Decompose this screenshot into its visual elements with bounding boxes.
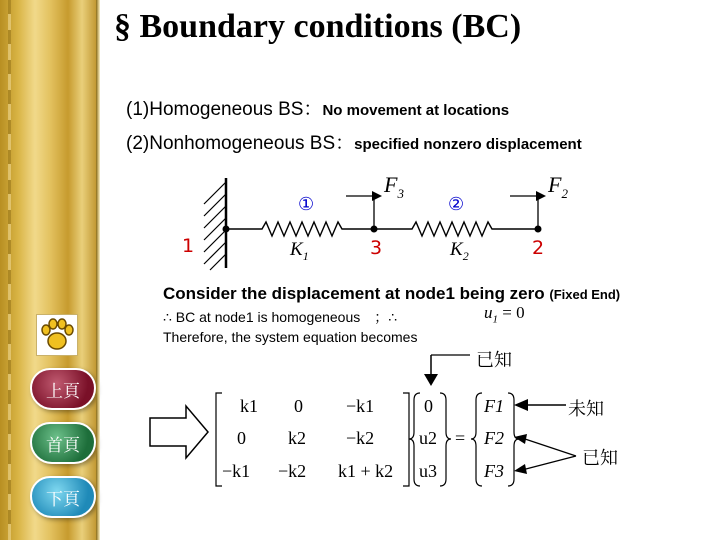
known-top-arrowhead [424,374,438,386]
force-3-subscript: 3 [397,186,404,201]
node-2-label: 2 [532,237,545,259]
matrix-right-bracket [403,393,409,486]
equals-sign: = [455,428,466,448]
matrix-cell: 0 [294,396,303,416]
known-right-arrowhead-1 [514,434,527,444]
force-3-arrowhead [372,191,382,201]
matrix-cell: −k1 [346,396,375,416]
fixed-end-note: (Fixed End) [549,287,621,302]
bc-homogeneous-text: ∴ BC at node1 is homogeneous ；∴ [163,309,398,325]
wall-hatching [204,182,226,270]
page-title: § Boundary conditions (BC) [114,8,522,45]
known-right-leader-2 [522,456,576,470]
u1-symbol: u [484,303,493,322]
u1-subscript: 1 [492,313,498,326]
home-page-button[interactable]: 首頁 [30,422,96,464]
element-1-label: ① [298,194,315,215]
unknown-arrowhead [514,399,528,411]
node-1-point [223,226,230,233]
spring-2-subscript: 2 [462,249,469,263]
u1-equals-zero [484,303,525,325]
element-2-label: ② [448,194,465,215]
force-2-arrowhead [536,191,546,201]
unknown-label: 未知 [568,399,604,420]
f-vector-entry: F1 [484,396,504,416]
spring-2 [374,222,538,236]
force-2-subscript: 2 [561,186,568,201]
force-3-symbol: F [384,172,398,197]
matrix-cell: k1 + k2 [338,461,394,481]
u1-rhs: = 0 [498,303,525,322]
matrix-cell: k1 [240,396,258,416]
node-1-label: 1 [182,235,195,257]
node-3-label: 3 [370,237,383,259]
spring-2-label [449,239,469,263]
f-vector-entry: F3 [484,461,504,481]
matrix-cell: k2 [288,428,306,448]
therefore-text: Therefore, the system equation becomes [163,329,418,345]
homogeneous-bc-note: No movement at locations [322,102,510,119]
nonhomogeneous-bc-label: (2)Nonhomogeneous BS： [126,133,355,154]
known-right-arrowhead-2 [514,464,527,474]
next-page-button[interactable]: 下頁 [30,476,96,518]
u-vector-entry: u3 [419,461,437,481]
force-vector [483,396,504,481]
matrix-cell: −k2 [346,428,375,448]
u-vector-entry: u2 [419,428,437,448]
matrix-cell: −k1 [222,461,251,481]
spring-1-label [289,239,309,263]
consider-sentence: Consider the displacement at node1 being zero [163,284,550,303]
spring-1 [226,222,374,236]
stiffness-matrix [222,396,393,481]
f-vector-entry: F2 [484,428,504,448]
force-3-label [383,172,404,201]
matrix-cell: 0 [237,428,246,448]
spring-1-subscript: 1 [302,249,309,263]
nonhomogeneous-bc-note: specified nonzero displacement [354,136,582,153]
consider-text [163,284,620,304]
prev-page-button[interactable]: 上頁 [30,368,96,410]
equation-pointer-arrow [150,406,208,458]
force-2-label [547,172,568,201]
f-vector-left-brace [471,393,482,486]
f-vector-right-brace [508,393,519,486]
known-right-label: 已知 [582,448,618,469]
u-vector-right-brace [440,393,451,486]
spring-2-symbol: K [450,239,463,260]
force-2-symbol: F [548,172,562,197]
homogeneous-bc-label: (1)Homogeneous BS： [126,99,323,120]
known-top-label: 已知 [476,350,512,371]
known-right-leader-1 [522,438,576,456]
spring-1-symbol: K [290,239,303,260]
displacement-vector [419,396,437,481]
u-vector-entry: 0 [424,396,433,416]
matrix-cell: −k2 [278,461,307,481]
